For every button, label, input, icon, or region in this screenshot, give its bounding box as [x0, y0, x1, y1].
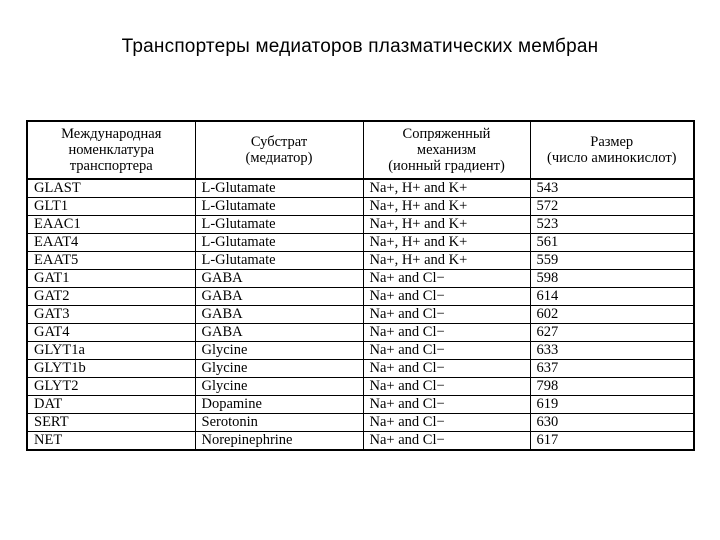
cell-ion-gradient: Na+ and Cl− — [363, 324, 530, 342]
cell-size: 523 — [530, 216, 694, 234]
cell-ion-gradient: Na+ and Cl− — [363, 360, 530, 378]
table-header — [27, 121, 694, 179]
cell-size: 543 — [530, 179, 694, 198]
cell-substrate: Serotonin — [195, 414, 363, 432]
cell-transporter: GLAST — [27, 179, 195, 198]
cell-ion-gradient: Na+ and Cl− — [363, 378, 530, 396]
cell-ion-gradient: Na+ and Cl− — [363, 414, 530, 432]
header-substrate — [195, 121, 363, 179]
cell-transporter: NET — [27, 432, 195, 451]
cell-transporter: EAAT4 — [27, 234, 195, 252]
header-line: (ионный градиент) — [388, 158, 505, 174]
header-line: Субстрат — [250, 134, 308, 150]
cell-size: 798 — [530, 378, 694, 396]
header-nomenclature — [27, 121, 195, 179]
cell-size: 637 — [530, 360, 694, 378]
cell-size: 598 — [530, 270, 694, 288]
header-line: (число аминокислот) — [546, 150, 677, 166]
table-body — [27, 179, 694, 450]
cell-substrate: Norepinephrine — [195, 432, 363, 451]
header-line: (медиатор) — [245, 150, 313, 166]
cell-ion-gradient: Na+, H+ and K+ — [363, 252, 530, 270]
cell-ion-gradient: Na+ and Cl− — [363, 270, 530, 288]
cell-substrate: Glycine — [195, 378, 363, 396]
transporters-table — [26, 120, 695, 451]
table-row — [27, 396, 694, 414]
cell-transporter: EAAT5 — [27, 252, 195, 270]
cell-ion-gradient: Na+, H+ and K+ — [363, 234, 530, 252]
cell-transporter: GLYT1a — [27, 342, 195, 360]
cell-size: 627 — [530, 324, 694, 342]
cell-substrate: L-Glutamate — [195, 198, 363, 216]
cell-size: 572 — [530, 198, 694, 216]
cell-transporter: GAT4 — [27, 324, 195, 342]
header-line: Размер — [590, 134, 634, 150]
table-row — [27, 288, 694, 306]
cell-ion-gradient: Na+, H+ and K+ — [363, 198, 530, 216]
table-row — [27, 179, 694, 198]
transporters-table-container — [26, 120, 693, 451]
cell-ion-gradient: Na+, H+ and K+ — [363, 216, 530, 234]
table-row — [27, 216, 694, 234]
table-row — [27, 306, 694, 324]
cell-size: 602 — [530, 306, 694, 324]
table-row — [27, 432, 694, 451]
cell-transporter: GLYT1b — [27, 360, 195, 378]
cell-size: 630 — [530, 414, 694, 432]
cell-transporter: EAAC1 — [27, 216, 195, 234]
cell-transporter: SERT — [27, 414, 195, 432]
cell-transporter: DAT — [27, 396, 195, 414]
table-row — [27, 324, 694, 342]
cell-ion-gradient: Na+ and Cl− — [363, 342, 530, 360]
cell-substrate: L-Glutamate — [195, 216, 363, 234]
cell-substrate: GABA — [195, 270, 363, 288]
cell-size: 633 — [530, 342, 694, 360]
table-row — [27, 378, 694, 396]
cell-substrate: GABA — [195, 324, 363, 342]
header-line: номенклатура — [68, 142, 155, 158]
cell-substrate: L-Glutamate — [195, 252, 363, 270]
cell-transporter: GLT1 — [27, 198, 195, 216]
slide-title: Транспортеры медиаторов плазматических мембран — [121, 36, 599, 57]
cell-transporter: GLYT2 — [27, 378, 195, 396]
table-row — [27, 342, 694, 360]
cell-substrate: GABA — [195, 288, 363, 306]
table-row — [27, 360, 694, 378]
header-line: Сопряженный — [402, 126, 491, 142]
table-row — [27, 198, 694, 216]
cell-ion-gradient: Na+, H+ and K+ — [363, 179, 530, 198]
cell-substrate: GABA — [195, 306, 363, 324]
cell-ion-gradient: Na+ and Cl− — [363, 396, 530, 414]
cell-substrate: Dopamine — [195, 396, 363, 414]
cell-size: 617 — [530, 432, 694, 451]
cell-ion-gradient: Na+ and Cl− — [363, 288, 530, 306]
cell-transporter: GAT2 — [27, 288, 195, 306]
cell-size: 619 — [530, 396, 694, 414]
header-row — [27, 121, 694, 179]
header-line: механизм — [416, 142, 477, 158]
header-size — [530, 121, 694, 179]
table-row — [27, 234, 694, 252]
cell-substrate: L-Glutamate — [195, 234, 363, 252]
cell-substrate: Glycine — [195, 342, 363, 360]
table-row — [27, 252, 694, 270]
table-row — [27, 270, 694, 288]
header-line: транспортера — [69, 158, 153, 174]
cell-substrate: L-Glutamate — [195, 179, 363, 198]
cell-size: 559 — [530, 252, 694, 270]
cell-transporter: GAT1 — [27, 270, 195, 288]
cell-size: 614 — [530, 288, 694, 306]
cell-size: 561 — [530, 234, 694, 252]
table-row — [27, 414, 694, 432]
cell-transporter: GAT3 — [27, 306, 195, 324]
header-line: Международная — [61, 126, 162, 142]
cell-substrate: Glycine — [195, 360, 363, 378]
cell-ion-gradient: Na+ and Cl− — [363, 432, 530, 451]
header-mechanism — [363, 121, 530, 179]
cell-ion-gradient: Na+ and Cl− — [363, 306, 530, 324]
